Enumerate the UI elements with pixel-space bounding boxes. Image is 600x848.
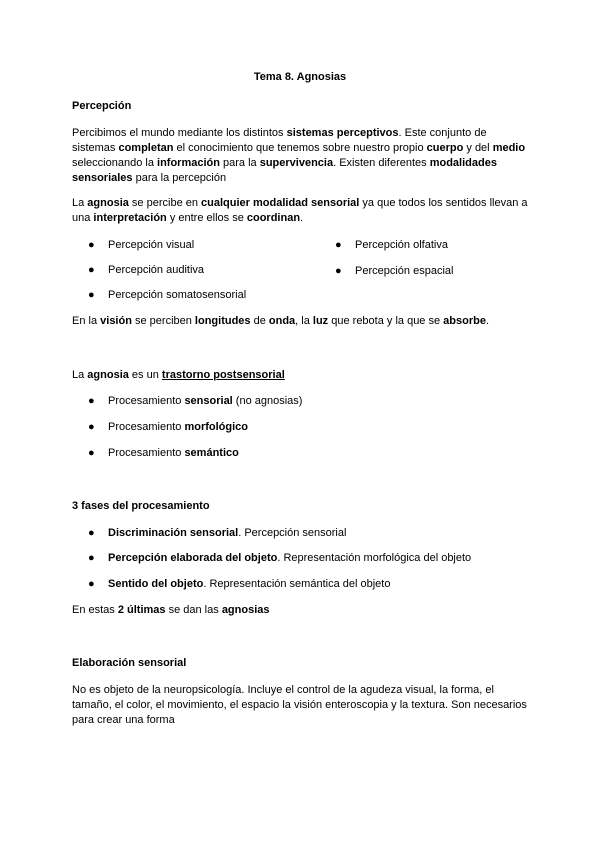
bold-text: absorbe (443, 315, 486, 327)
bold-text: Percepción elaborada del objeto (108, 552, 278, 564)
text: En estas (72, 604, 118, 616)
underlined-bold-text: trastorno postsensorial (161, 369, 285, 381)
bold-text: 2 últimas (117, 604, 166, 616)
list-item-label: Percepción visual (108, 239, 195, 251)
list-item (88, 526, 346, 540)
text: se perciben (131, 315, 195, 327)
text: En la (72, 315, 101, 327)
list-item (88, 394, 302, 408)
bullet-icon: ● (335, 239, 342, 251)
paragraph-elaboracion: No es objeto de la neuropsicología. Incluye el control de la agudeza visual, la forma, el tamaño, el color, el movimiento, el espacio la visión enteroscopia y la textura. Son necesarios para crear una forma (72, 684, 527, 726)
bold-text: medio (492, 142, 526, 154)
list-item-label: Percepción espacial (355, 265, 454, 277)
text: Percibimos el mundo mediante los distintos (72, 127, 287, 139)
document-title: Tema 8. Agnosias (253, 71, 347, 83)
text: para la percepción (132, 172, 227, 184)
bold-text: visión (100, 315, 132, 327)
bold-text: coordinan (246, 212, 301, 224)
bold-text: cuerpo (426, 142, 464, 154)
bold-text: información (157, 157, 220, 169)
paragraph-trastorno (72, 368, 532, 383)
heading-elaboracion: Elaboración sensorial (72, 657, 187, 669)
bold-text: interpretación (93, 212, 167, 224)
bullet-icon: ● (88, 578, 95, 590)
text: de (250, 315, 269, 327)
text: ya que todos los sentidos llevan a una (72, 197, 528, 224)
list-item (335, 264, 453, 278)
text: La (72, 197, 88, 209)
text: y entre ellos se (166, 212, 247, 224)
text: el conocimiento que tenemos sobre nuestro propio (173, 142, 427, 154)
text: Procesamiento (108, 421, 185, 433)
text: . Percepción sensorial (238, 527, 347, 539)
bold-text: semántico (184, 447, 239, 459)
bold-text: supervivencia (259, 157, 334, 169)
bold-text: agnosias (221, 604, 270, 616)
bold-text: agnosia (87, 369, 129, 381)
text: para la (219, 157, 260, 169)
list-item (88, 551, 471, 565)
bullet-icon: ● (88, 552, 95, 564)
text: . Representación morfológica del objeto (277, 552, 472, 564)
bold-text: morfológico (184, 421, 248, 433)
bold-text: cualquier modalidad sensorial (201, 197, 360, 209)
paragraph-ultimas (72, 603, 532, 618)
bullet-icon: ● (88, 421, 95, 433)
text: . Este conjunto de sistemas (72, 127, 487, 154)
text: . (485, 315, 490, 327)
bullet-icon: ● (88, 264, 95, 276)
list-item (335, 238, 448, 252)
text: es un (128, 369, 162, 381)
text: . Representación semántica del objeto (203, 578, 391, 590)
list-item (88, 446, 239, 460)
bold-text: Discriminación sensorial (108, 527, 239, 539)
text: que rebota y la que se (328, 315, 444, 327)
text: La (72, 369, 88, 381)
text: y del (463, 142, 493, 154)
list-item (88, 420, 248, 434)
list-item-label: Percepción olfativa (355, 239, 448, 251)
text: se dan las (165, 604, 222, 616)
list-item-label: Percepción somatosensorial (108, 289, 247, 301)
text: . Existen diferentes (333, 157, 430, 169)
text: (no agnosias) (232, 395, 303, 407)
paragraph-percepcion (72, 126, 532, 186)
bold-text: agnosia (87, 197, 129, 209)
bullet-icon: ● (88, 447, 95, 459)
list-item (88, 263, 204, 277)
bold-text: luz (312, 315, 329, 327)
bullet-icon: ● (88, 239, 95, 251)
text: se percibe en (128, 197, 202, 209)
bold-text: modalidades sensoriales (72, 157, 497, 184)
text: . (300, 212, 304, 224)
list-item (88, 238, 194, 252)
list-item (88, 577, 390, 591)
bullet-icon: ● (88, 527, 95, 539)
list-item-label: Percepción auditiva (108, 264, 205, 276)
text: Procesamiento (108, 395, 185, 407)
bold-text: completan (118, 142, 174, 154)
text: seleccionando la (72, 157, 158, 169)
bold-text: longitudes (194, 315, 251, 327)
paragraph-agnosia-modalidad (72, 196, 532, 226)
bold-text: Sentido del objeto (108, 578, 204, 590)
heading-percepcion: Percepción (72, 100, 132, 112)
text: , la (295, 315, 313, 327)
list-item (88, 288, 246, 302)
bold-text: onda (268, 315, 296, 327)
bold-text: sistemas perceptivos (286, 127, 399, 139)
heading-fases: 3 fases del procesamiento (72, 500, 210, 512)
paragraph-vision (72, 314, 532, 329)
bullet-icon: ● (335, 265, 342, 277)
bullet-icon: ● (88, 395, 95, 407)
text: Procesamiento (108, 447, 185, 459)
bold-text: sensorial (184, 395, 233, 407)
bullet-icon: ● (88, 289, 95, 301)
